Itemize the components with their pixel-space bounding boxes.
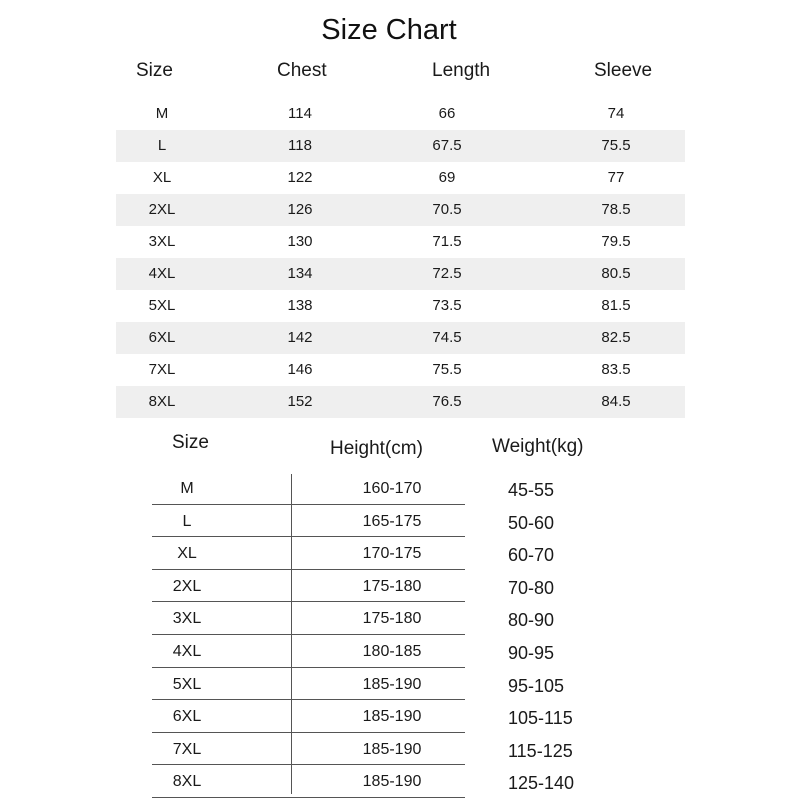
table1-cell-sleeve: 74 [607, 105, 625, 122]
row-divider [152, 569, 465, 570]
row-divider [152, 536, 465, 537]
table1-header-length: Length [432, 60, 491, 81]
table1-cell-size: 5XL [148, 297, 176, 314]
row-divider [152, 764, 465, 765]
table1-cell-sleeve: 81.5 [601, 297, 631, 314]
table1-cell-sleeve: 78.5 [601, 201, 631, 218]
table2-header-size: Size [172, 432, 209, 453]
table1-cell-length: 75.5 [432, 361, 462, 378]
table2-cell-size: L [182, 512, 192, 530]
table2-body [152, 474, 465, 800]
table2-cell-height: 165-175 [362, 512, 422, 530]
row-divider [152, 699, 465, 700]
table1-cell-size: 3XL [148, 233, 176, 250]
table2-cell-weight: 45-55 [508, 480, 555, 500]
table-row [152, 735, 465, 768]
table2-cell-weight: 95-105 [508, 675, 565, 696]
table-row [152, 670, 465, 703]
table1-cell-size: XL [152, 169, 172, 186]
table1-cell-sleeve: 82.5 [601, 329, 631, 346]
table1-cell-chest: 130 [287, 233, 313, 250]
table-row [116, 386, 685, 418]
table1-header-sleeve: Sleeve [594, 60, 653, 81]
table2-cell-size: 3XL [172, 610, 202, 628]
table-row [152, 539, 465, 572]
table1-cell-sleeve: 83.5 [601, 361, 631, 378]
table2-cell-size: XL [177, 545, 197, 563]
table2-cell-weight: 115-125 [508, 740, 573, 761]
table2-cell-size: 2XL [172, 577, 202, 595]
table2-cell-height: 175-180 [362, 610, 422, 628]
table1-cell-size: 7XL [148, 361, 176, 378]
table2-header [0, 432, 800, 462]
table1-cell-chest: 126 [287, 201, 313, 218]
table2-cell-height: 160-170 [362, 480, 422, 497]
table1-cell-chest: 142 [287, 329, 313, 346]
table2-cell-weight: 60-70 [508, 545, 555, 566]
row-divider [152, 634, 465, 635]
table1-cell-length: 71.5 [432, 233, 462, 250]
table-row [152, 767, 465, 800]
table2-cell-size: 4XL [172, 642, 202, 660]
table2-weight-column [490, 477, 610, 803]
page-title: Size Chart [321, 14, 457, 46]
table1-cell-length: 69 [438, 169, 456, 186]
table-row [152, 507, 465, 540]
table-row [116, 194, 685, 226]
row-divider [152, 797, 465, 798]
table2-cell-height: 185-190 [362, 675, 422, 693]
table2-cell-height: 180-185 [362, 642, 422, 660]
table1-header-size: Size [136, 60, 173, 81]
table1-cell-length: 67.5 [432, 137, 462, 154]
table2-cell-size: 6XL [172, 708, 202, 726]
table2-cell-weight: 90-95 [508, 642, 555, 663]
table2-cell-size: 5XL [172, 675, 202, 693]
table1-cell-sleeve: 84.5 [601, 393, 631, 410]
table1-cell-sleeve: 80.5 [601, 265, 631, 282]
table1-cell-chest: 152 [287, 393, 313, 410]
table2-cell-height: 185-190 [362, 708, 422, 726]
table2-header-weight: Weight(kg) [492, 436, 584, 457]
table-row [152, 474, 465, 507]
row-divider [152, 504, 465, 505]
table-row [152, 572, 465, 605]
table1-cell-chest: 134 [287, 265, 313, 282]
table1-cell-sleeve: 77 [607, 169, 625, 186]
table1-cell-size: 4XL [148, 265, 176, 282]
table2-cell-size: 8XL [172, 773, 202, 791]
table1-cell-length: 66 [438, 105, 456, 122]
table-row [116, 290, 685, 322]
table-row [152, 637, 465, 670]
table2-cell-weight: 50-60 [508, 512, 555, 533]
row-divider [152, 732, 465, 733]
table-row [152, 702, 465, 735]
table1-cell-chest: 146 [287, 361, 313, 378]
table2-cell-height: 185-190 [362, 740, 422, 758]
table-row [152, 604, 465, 637]
table1-cell-chest: 114 [288, 105, 312, 122]
table2-header-height: Height(cm) [330, 438, 423, 459]
table1-cell-length: 70.5 [432, 201, 462, 218]
table2-cell-size: M [180, 480, 194, 497]
table-row [116, 226, 685, 258]
table2-cell-weight: 105-115 [508, 708, 573, 729]
table1-cell-length: 74.5 [432, 329, 462, 346]
table-row [116, 130, 685, 162]
table-row [116, 354, 685, 386]
table1-cell-length: 72.5 [432, 265, 462, 282]
table-row [116, 98, 685, 130]
table1-cell-length: 76.5 [432, 393, 462, 410]
row-divider [152, 601, 465, 602]
table-row [116, 322, 685, 354]
table2-cell-weight: 80-90 [508, 610, 555, 631]
table1-cell-length: 73.5 [432, 297, 462, 314]
table1-cell-size: 8XL [148, 393, 176, 410]
table1-cell-chest: 118 [288, 137, 312, 154]
table1-header [0, 60, 800, 84]
table2-cell-weight: 125-140 [508, 773, 575, 794]
table2-cell-height: 185-190 [362, 773, 422, 791]
table1-cell-size: L [157, 137, 167, 154]
table2-cell-weight: 70-80 [508, 577, 555, 598]
table-row [116, 162, 685, 194]
row-divider [152, 667, 465, 668]
table1-cell-sleeve: 79.5 [601, 233, 631, 250]
table1-header-chest: Chest [277, 60, 327, 81]
table1-cell-chest: 138 [287, 297, 313, 314]
table1-cell-size: 6XL [148, 329, 176, 346]
table1-cell-size: M [155, 105, 169, 122]
table1-cell-chest: 122 [287, 169, 313, 186]
table1-cell-sleeve: 75.5 [601, 137, 631, 154]
table2-cell-size: 7XL [172, 740, 202, 758]
table-row [116, 258, 685, 290]
table1-cell-size: 2XL [148, 201, 176, 218]
table2-cell-height: 170-175 [362, 545, 422, 563]
table1-body [116, 98, 685, 418]
table2-cell-height: 175-180 [362, 577, 422, 595]
